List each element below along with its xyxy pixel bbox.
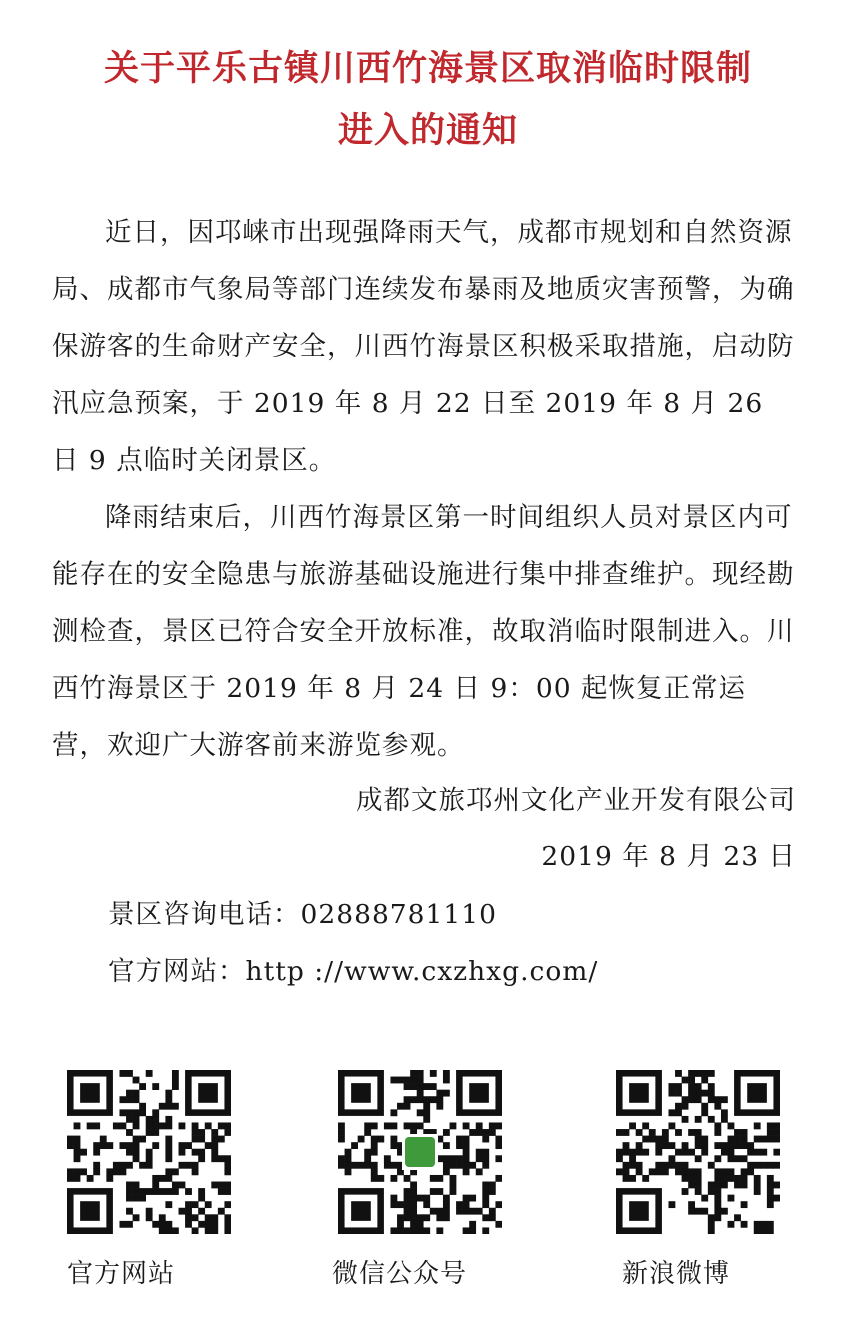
paragraph-closure: 近日，因邛崃市出现强降雨天气，成都市规划和自然资源局、成都市气象局等部门连续发布暴雨及地质灾害预警，为确保游客的生命财产安全，川西竹海景区积极采取措施，启动防汛应急预案，于 2019 年 8 月 22 日至 2019 年 8 月 26 日 9 点临时关闭景区。 [52, 217, 795, 476]
notice-title [0, 38, 856, 162]
title-line-2: 进入的通知 [337, 111, 518, 151]
qr-code-website-icon[interactable] [67, 1070, 231, 1234]
wechat-logo-icon [405, 1137, 435, 1167]
notice-body [52, 204, 800, 774]
signature-company: 成都文旅邛州文化产业开发有限公司 [356, 785, 796, 816]
contact-phone: 景区咨询电话：02888781110 [108, 899, 497, 930]
qr-code-wechat-icon[interactable] [338, 1070, 502, 1234]
qr-code-weibo-icon[interactable] [616, 1070, 780, 1234]
signature-date: 2019 年 8 月 23 日 [541, 841, 796, 872]
qr-label-weibo: 新浪微博 [622, 1259, 731, 1289]
contact-website[interactable]: 官方网站：http ://www.cxzhxg.com/ [108, 956, 599, 987]
title-line-1: 关于平乐古镇川西竹海景区取消临时限制 [103, 49, 752, 89]
paragraph-reopening: 降雨结束后，川西竹海景区第一时间组织人员对景区内可能存在的安全隐患与旅游基础设施进行集中排查维护。现经勘测检查，景区已符合安全开放标准，故取消临时限制进入。川西竹海景区于 2019 年 8 月 24 日 9：00 起恢复正常运营，欢迎广大游客前来游览参观。 [52, 502, 795, 761]
qr-label-wechat: 微信公众号 [332, 1259, 468, 1289]
qr-label-website: 官方网站 [67, 1259, 176, 1289]
